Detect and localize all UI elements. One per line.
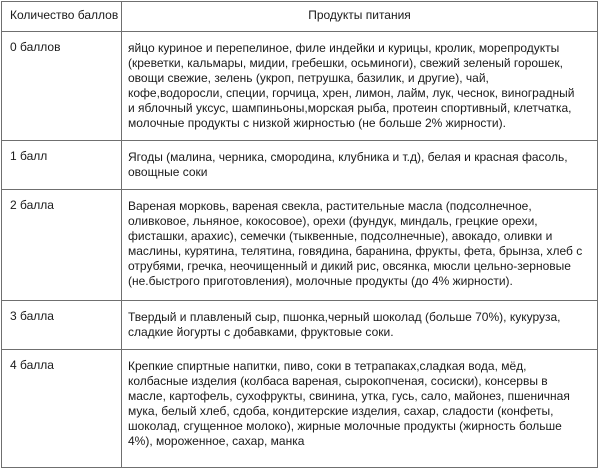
points-cell: 2 балла xyxy=(2,190,122,301)
header-products: Продукты питания xyxy=(122,2,598,32)
points-table xyxy=(1,1,598,468)
products-cell: Ягоды (малина, черника, смородина, клубника и т.д), белая и красная фасоль, овощные соки xyxy=(122,141,598,190)
products-cell: яйцо куриное и перепелиное, филе индейки и курицы, кролик, морепродукты (креветки, кальмары, мидии, гребешки, осьминоги), свежий зеленый горошек, овощи свежие, зелень (укроп, петрушка, базилик, и другие), чай, кофе,водоросли, специи, горчица, хрен, лимон, лайм, лук, чеснок, виноградный и яблочный уксус, шампиньоны,морская рыба, протеин спортивный, клетчатка, молочные продукты с низкой жирностью (не больше 2% жирности). xyxy=(122,32,598,141)
table-row xyxy=(2,141,598,190)
header-points: Количество баллов xyxy=(2,2,122,32)
products-cell: Вареная морковь, вареная свекла, растительные масла (подсолнечное, оливковое, льняное, кокосовое), орехи (фундук, миндаль, грецкие орехи, фисташки, арахис), семечки (тыквенные, подсолнечные), авокадо, оливки и маслины, курятина, телятина, говядина, баранина, фрукты, фета, брынза, хлеб с отрубями, гречка, неочищенный и дикий рис, овсянка, мюсли цельно-зерновые (не.быстрого приготовления), молочные продукты (до 4% жирности). xyxy=(122,190,598,301)
header-row xyxy=(2,2,598,32)
products-cell: Твердый и плавленый сыр, пшонка,черный шоколад (больше 70%), кукуруза, сладкие йогурты с добавками, фруктовые соки. xyxy=(122,301,598,350)
table-row xyxy=(2,190,598,301)
products-cell: Крепкие спиртные напитки, пиво, соки в тетрапаках,сладкая вода, мёд, колбасные изделия (колбаса вареная, сырокопченая, сосиски), консервы в масле, картофель, сухофрукты, свинина, утка, гусь, сало, майонез, пшеничная мука, белый хлеб, сдоба, кондитерские изделия, сахар, сладости (конфеты, шоколад, сгущенное молоко), жирные молочные продукты (жирность больше 4%), мороженное, сахар, манка xyxy=(122,350,598,468)
points-cell: 1 балл xyxy=(2,141,122,190)
table-row xyxy=(2,301,598,350)
points-cell: 0 баллов xyxy=(2,32,122,141)
points-cell: 4 балла xyxy=(2,350,122,468)
table-row xyxy=(2,32,598,141)
table-row xyxy=(2,350,598,468)
points-cell: 3 балла xyxy=(2,301,122,350)
